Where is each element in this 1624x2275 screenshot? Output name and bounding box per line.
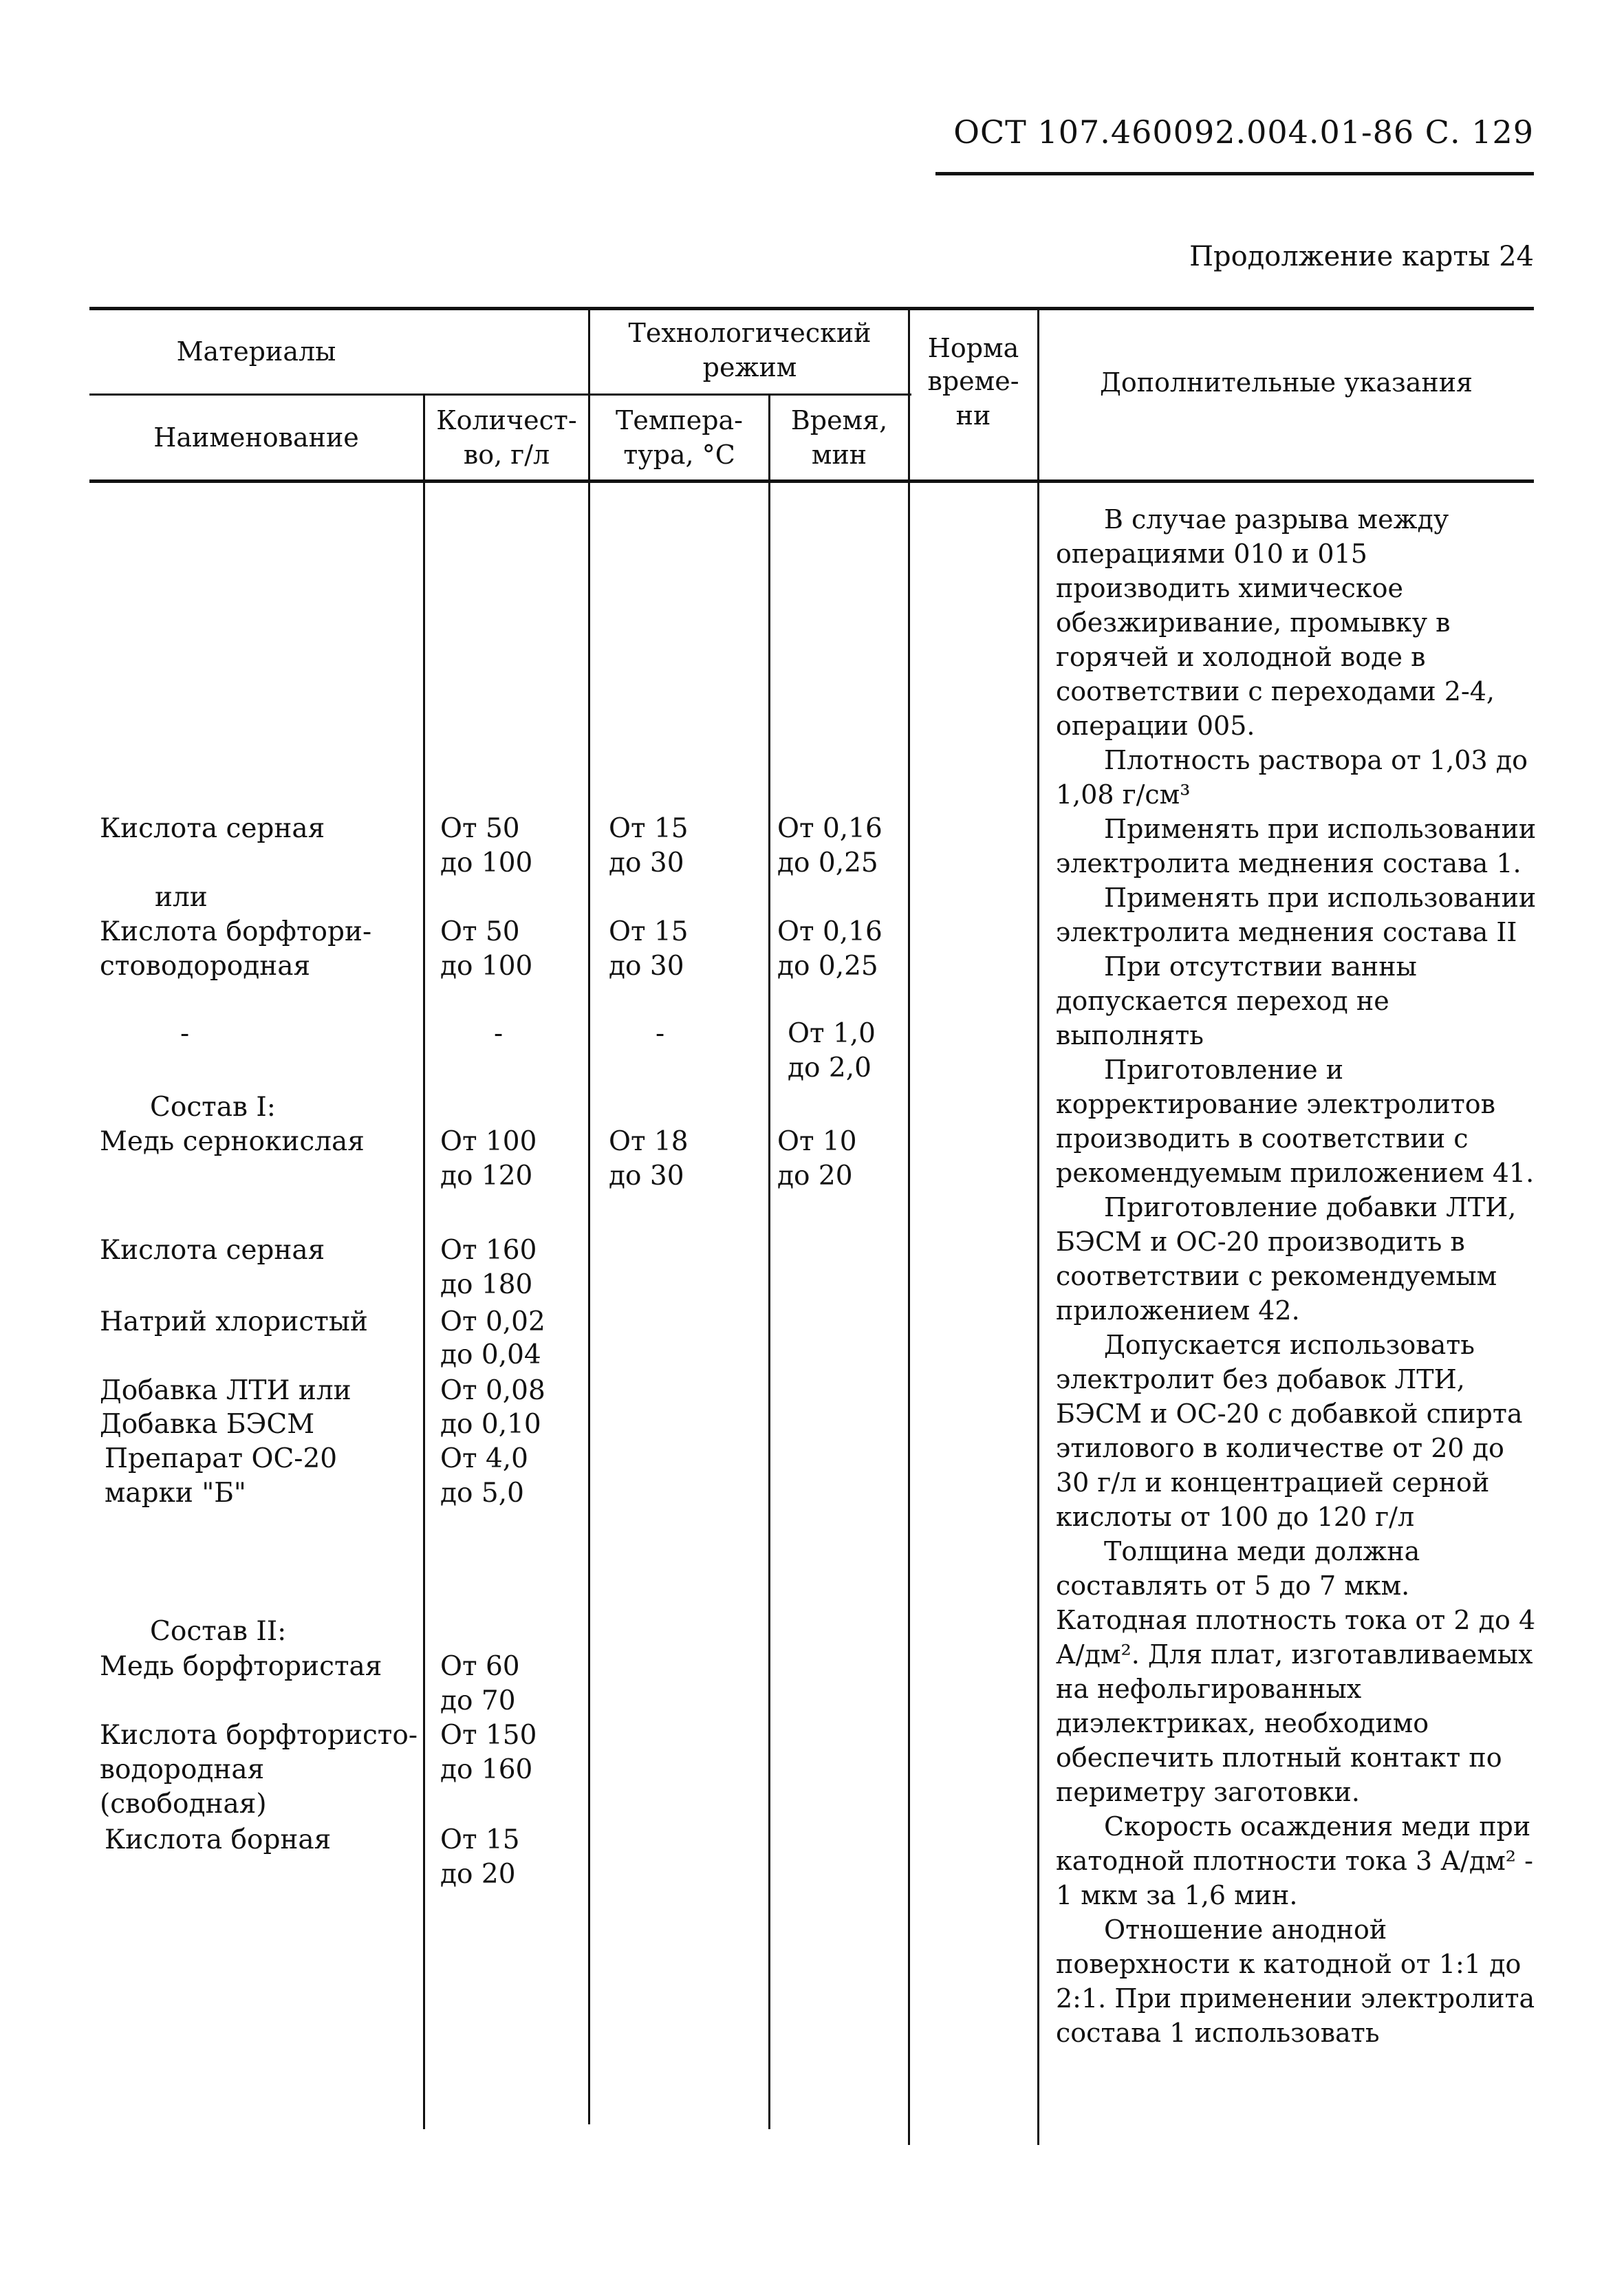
header-temp-line2: тура, °C bbox=[623, 440, 735, 470]
row4-temp1: От 18 bbox=[609, 1126, 689, 1157]
row1-temp1: От 15 bbox=[609, 813, 689, 844]
row5-qty2: до 180 bbox=[440, 1269, 533, 1300]
note-1: В случае разрыва между операциями 010 и 015 производить химическое обезжиривание, промывку в горячей и холодной воде в соответствии с переходами 2-4, операции 005. bbox=[1056, 504, 1495, 741]
note-8: Допускается использовать электролит без добавок ЛТИ, БЭСМ и ОС-20 с добавкой спирта этилового в количестве от 20 до 30 г/л и концентрацией серной кислоты от 100 до 120 г/л bbox=[1056, 1330, 1523, 1532]
note-7: Приготовление добавки ЛТИ, БЭСМ и ОС-20 производить в соответствии с рекомендуемым приложением 42. bbox=[1056, 1192, 1517, 1326]
document-code: ОСТ 107.460092.004.01-86 С. 129 bbox=[953, 114, 1534, 151]
row9-name: Медь борфтористая bbox=[100, 1651, 382, 1682]
row5-qty1: От 160 bbox=[440, 1235, 537, 1266]
note-6: Приготовление и корректирование электролитов производить в соответствии с рекомендуемым приложением 41. bbox=[1056, 1055, 1535, 1188]
col-divider-qty bbox=[423, 396, 425, 2129]
row3-time2: до 2,0 bbox=[788, 1053, 871, 1083]
row1-temp2: до 30 bbox=[609, 848, 684, 878]
row8-qty1: От 4,0 bbox=[440, 1443, 528, 1474]
row8-name2: марки "Б" bbox=[105, 1478, 246, 1509]
header-temp-line1: Темпера- bbox=[615, 405, 744, 435]
col-divider-norm bbox=[908, 308, 910, 2145]
row3-qty: - bbox=[494, 1018, 504, 1049]
row4-qty2: до 120 bbox=[440, 1161, 533, 1192]
or-label: или bbox=[155, 882, 208, 913]
header-name: Наименование bbox=[153, 422, 359, 453]
sostav1-label: Состав I: bbox=[150, 1092, 276, 1123]
row8-name1: Препарат ОС-20 bbox=[105, 1443, 338, 1474]
row7-qty2: до 0,10 bbox=[440, 1409, 541, 1440]
row2-name2: стоводородная bbox=[100, 951, 311, 982]
row6-qty1: От 0,02 bbox=[440, 1306, 545, 1337]
row6-name: Натрий хлористый bbox=[100, 1306, 368, 1337]
note-9: Толщина меди должна составлять от 5 до 7 мкм. Катодная плотность тока от 2 до 4 А/дм². Для плат, изготавливаемых на нефольгированных диэлектриках, необходимо обеспечить плотный контакт по периметру заготовки. bbox=[1056, 1536, 1536, 1807]
row1-time1: От 0,16 bbox=[777, 813, 883, 844]
header-rule bbox=[935, 172, 1534, 175]
row3-time1: От 1,0 bbox=[788, 1018, 876, 1049]
row10-name1: Кислота борфтористо- bbox=[100, 1720, 418, 1751]
row4-time2: до 20 bbox=[777, 1161, 853, 1192]
row10-qty1: От 150 bbox=[440, 1720, 537, 1751]
row4-name: Медь сернокислая bbox=[100, 1126, 365, 1157]
header-tech-mode-line2: режим bbox=[702, 352, 797, 382]
header-materials: Материалы bbox=[176, 336, 336, 367]
row1-qty2: до 100 bbox=[440, 848, 533, 878]
note-4: Применять при использовании электролита меднения состава II bbox=[1056, 883, 1537, 947]
row9-qty1: От 60 bbox=[440, 1651, 520, 1682]
sostav2-label: Состав II: bbox=[150, 1616, 287, 1647]
row1-time2: до 0,25 bbox=[777, 848, 878, 878]
col-divider-temp bbox=[588, 308, 590, 2124]
header-norm-line1: Норма bbox=[927, 333, 1019, 363]
note-10: Скорость осаждения меди при катодной плотности тока 3 А/дм² - 1 мкм за 1,6 мин. bbox=[1056, 1811, 1533, 1910]
header-qty-line2: во, г/л bbox=[463, 440, 550, 470]
table-top-rule bbox=[89, 307, 1534, 310]
row2-temp2: до 30 bbox=[609, 951, 684, 982]
row11-qty1: От 15 bbox=[440, 1824, 520, 1855]
row7-name1: Добавка ЛТИ или bbox=[100, 1375, 351, 1406]
header-norm-line3: ни bbox=[955, 400, 991, 431]
row4-time1: От 10 bbox=[777, 1126, 857, 1157]
header-time-line2: мин bbox=[811, 440, 867, 470]
row2-time1: От 0,16 bbox=[777, 916, 883, 947]
row4-qty1: От 100 bbox=[440, 1126, 537, 1157]
row4-temp2: до 30 bbox=[609, 1161, 684, 1192]
notes-block bbox=[1056, 502, 1537, 2050]
row5-name: Кислота серная bbox=[100, 1235, 325, 1266]
header-tech-mode-line1: Технологический bbox=[628, 318, 871, 348]
col-divider-time bbox=[768, 396, 770, 2129]
row7-qty1: От 0,08 bbox=[440, 1375, 545, 1406]
note-5: При отсутствии ванны допускается переход не выполнять bbox=[1056, 951, 1417, 1050]
row2-name1: Кислота борфтори- bbox=[100, 916, 372, 947]
continuation-label: Продолжение карты 24 bbox=[1189, 241, 1534, 272]
row1-name: Кислота серная bbox=[100, 813, 325, 844]
row2-temp1: От 15 bbox=[609, 916, 689, 947]
row2-qty2: до 100 bbox=[440, 951, 533, 982]
row1-qty1: От 50 bbox=[440, 813, 520, 844]
row10-qty2: до 160 bbox=[440, 1754, 533, 1785]
row10-name2: водородная bbox=[100, 1754, 265, 1785]
row3-name: - bbox=[180, 1018, 190, 1049]
note-3: Применять при использовании электролита меднения состава 1. bbox=[1056, 814, 1537, 878]
note-11: Отношение анодной поверхности к катодной от 1:1 до 2:1. При применении электролита состава 1 использовать bbox=[1056, 1915, 1535, 2048]
col-divider-notes bbox=[1037, 308, 1039, 2145]
header-mid-rule bbox=[89, 393, 911, 396]
row11-qty2: до 20 bbox=[440, 1859, 516, 1890]
row11-name: Кислота борная bbox=[105, 1824, 332, 1855]
row2-time2: до 0,25 bbox=[777, 951, 878, 982]
row10-name3: (свободная) bbox=[100, 1789, 267, 1820]
row2-qty1: От 50 bbox=[440, 916, 520, 947]
header-norm-line2: време- bbox=[927, 366, 1019, 396]
header-qty-line1: Количест- bbox=[436, 405, 577, 435]
row3-temp: - bbox=[656, 1018, 665, 1049]
header-time-line1: Время, bbox=[790, 405, 888, 435]
row9-qty2: до 70 bbox=[440, 1685, 516, 1716]
header-notes: Дополнительные указания bbox=[1099, 367, 1473, 398]
note-2: Плотность раствора от 1,03 до 1,08 г/см³ bbox=[1056, 745, 1528, 810]
row7-name2: Добавка БЭСМ bbox=[100, 1409, 315, 1440]
row8-qty2: до 5,0 bbox=[440, 1478, 524, 1509]
row6-qty2: до 0,04 bbox=[440, 1339, 541, 1370]
header-bottom-rule bbox=[89, 479, 1534, 483]
